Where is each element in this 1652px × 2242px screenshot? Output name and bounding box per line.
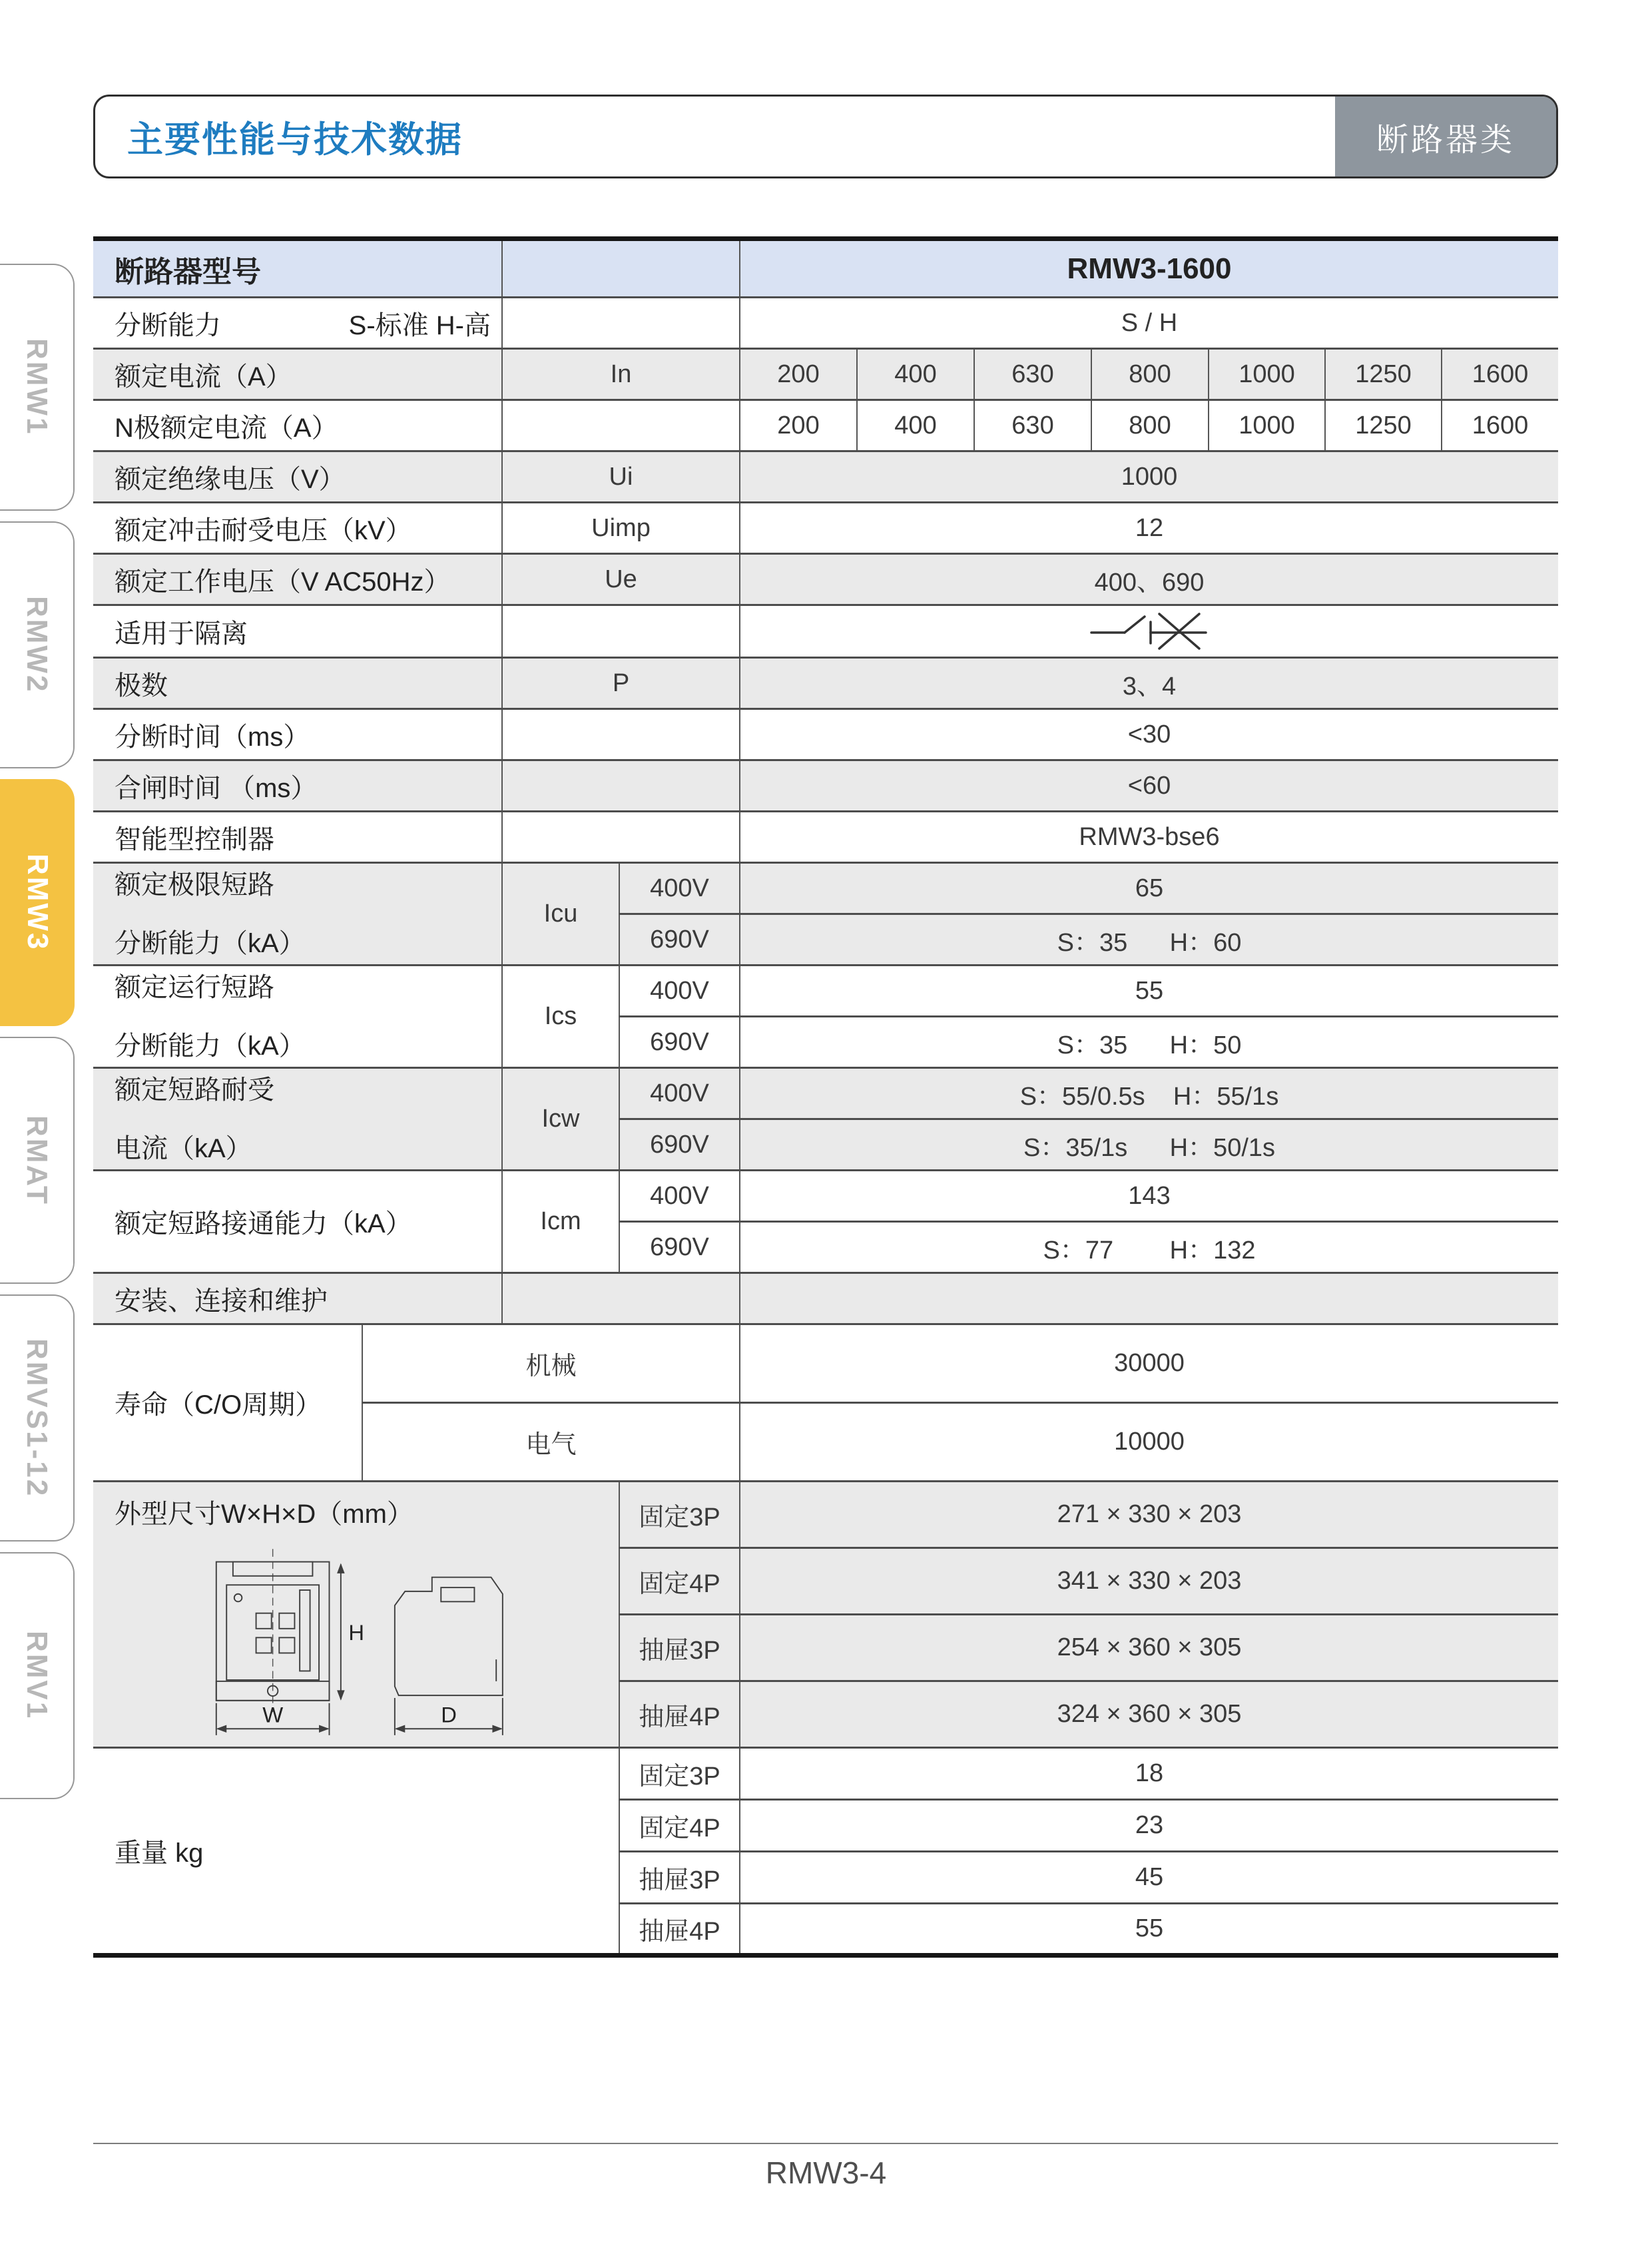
cell-label: 额定电流（A） [93, 349, 502, 400]
cell-value: S：55/0.5s H：55/1s [740, 1068, 1558, 1119]
spec-table [93, 236, 1558, 1958]
page-title: 主要性能与技术数据 [127, 119, 463, 160]
cell-symbol: In [502, 349, 740, 400]
table-row [93, 709, 1558, 760]
cell-value: 341 × 330 × 203 [740, 1548, 1558, 1615]
cell-value: 18 [740, 1748, 1558, 1800]
cell-value: 1600 [1442, 400, 1558, 451]
table-row [93, 1171, 1558, 1222]
dim-d-label: D [440, 1702, 457, 1727]
sidebar-tab-rmv1[interactable] [0, 1552, 75, 1799]
cell-value: 200 [740, 349, 857, 400]
cell-value: 254 × 360 × 305 [740, 1615, 1558, 1681]
cell-label: 额定工作电压（V AC50Hz） [93, 554, 502, 605]
cell-value: 800 [1091, 349, 1209, 400]
cell-empty [502, 760, 740, 812]
table-row [93, 349, 1558, 400]
page-number: RMW3-4 [765, 2155, 887, 2190]
cell-icu-label [93, 863, 502, 966]
table-row [93, 554, 1558, 605]
cell-value: 45 [740, 1852, 1558, 1904]
cell-model-value: RMW3-1600 [740, 239, 1558, 298]
cell-value: 400 [857, 400, 974, 451]
cell-label: 智能型控制器 [93, 812, 502, 863]
cell-ics-label [93, 966, 502, 1068]
cell-icm-label: 额定短路接通能力（kA） [93, 1171, 502, 1273]
cell-model-label: 断路器型号 [115, 255, 261, 288]
cell-subheader: 690V [619, 1119, 740, 1171]
cell-subheader: 400V [619, 1068, 740, 1119]
cell-value: 23 [740, 1800, 1558, 1852]
cell-symbol: Icm [502, 1171, 619, 1273]
cell-subheader: 690V [619, 914, 740, 966]
cell-value: S：77 H：132 [740, 1222, 1558, 1273]
cell-empty [740, 1273, 1558, 1324]
dim-w-label: W [262, 1702, 283, 1727]
cell-empty [502, 239, 740, 298]
cell-breaking-capacity-label [93, 298, 502, 349]
table-row [93, 1324, 1558, 1403]
table-row [93, 239, 1558, 298]
cell-subheader: 690V [619, 1222, 740, 1273]
cell-value: 1000 [1209, 400, 1325, 451]
cell-value: 1250 [1325, 349, 1442, 400]
category-badge: 断路器类 [1335, 97, 1556, 176]
cell-symbol: Icw [502, 1068, 619, 1171]
table-row [93, 1482, 1558, 1548]
cell-label: 极数 [93, 658, 502, 709]
sidebar-tab-rmw3-active[interactable] [0, 779, 75, 1026]
cell-value: 630 [974, 349, 1091, 400]
table-row [93, 503, 1558, 554]
cell-value: S / H [740, 298, 1558, 349]
table-row [93, 812, 1558, 863]
sidebar-tab-label: RMW2 [21, 596, 53, 694]
cell-empty [502, 812, 740, 863]
cell-value: 800 [1091, 400, 1209, 451]
cell-weight-label: 重量 kg [93, 1748, 619, 1956]
footer-divider [93, 2143, 1558, 2144]
cell-label: 适用于隔离 [93, 605, 502, 658]
cell-value: 143 [740, 1171, 1558, 1222]
table-row [93, 658, 1558, 709]
sidebar-tab-rmw2[interactable] [0, 521, 75, 768]
page-header [93, 95, 1558, 178]
cell-empty [502, 605, 740, 658]
dimensions-label: 外型尺寸W×H×D（mm） [115, 1500, 413, 1529]
cell-value: 400、690 [740, 554, 1558, 605]
cell-subheader: 电气 [362, 1403, 740, 1482]
cell-empty [502, 1273, 740, 1324]
cell-value: 400 [857, 349, 974, 400]
sidebar-tab-rmat[interactable] [0, 1037, 75, 1284]
cell-symbol: Ui [502, 451, 740, 503]
icu-label-line2: 分断能力（kA） [115, 928, 306, 958]
cell-value: 1600 [1442, 349, 1558, 400]
cell-empty [502, 298, 740, 349]
cell-subheader: 抽屉4P [619, 1904, 740, 1956]
table-row [93, 605, 1558, 658]
table-row [93, 863, 1558, 914]
cell-label: 额定冲击耐受电压（kV） [93, 503, 502, 554]
cell-subheader: 690V [619, 1017, 740, 1068]
cell-subheader: 400V [619, 1171, 740, 1222]
cell-subheader: 400V [619, 966, 740, 1017]
breaking-capacity-label: 分断能力 [115, 310, 221, 340]
cell-subheader: 固定3P [619, 1748, 740, 1800]
isolation-disconnector-icon [1086, 606, 1213, 650]
cell-empty [502, 709, 740, 760]
table-row [93, 760, 1558, 812]
cell-value: 630 [974, 400, 1091, 451]
cell-value: 1000 [1209, 349, 1325, 400]
sidebar-tab-rmw1[interactable] [0, 264, 75, 511]
cell-value: 200 [740, 400, 857, 451]
cell-value: S：35 H：50 [740, 1017, 1558, 1068]
breaking-capacity-note: S-标准 H-高 [348, 310, 491, 340]
cell-value: 30000 [740, 1324, 1558, 1403]
cell-symbol: Ics [502, 966, 619, 1068]
cell-empty [502, 400, 740, 451]
sidebar-tab-label: RMW3 [21, 854, 54, 952]
table-row [93, 1273, 1558, 1324]
sidebar-tab-label: RMAT [21, 1115, 53, 1206]
cell-label: 额定绝缘电压（V） [93, 451, 502, 503]
breaker-dimension-drawing-icon [176, 1540, 536, 1747]
table-row [93, 298, 1558, 349]
cell-label: N极额定电流（A） [93, 400, 502, 451]
cell-isolation-symbol [740, 605, 1558, 658]
cell-label: 合闸时间 （ms） [93, 760, 502, 812]
cell-subheader: 机械 [362, 1324, 740, 1403]
cell-value: 1250 [1325, 400, 1442, 451]
cell-value: 10000 [740, 1403, 1558, 1482]
table-row [93, 966, 1558, 1017]
sidebar-tab-label: RMW1 [21, 338, 53, 436]
cell-subheader: 固定4P [619, 1800, 740, 1852]
icw-label-line1: 额定短路耐受 [115, 1075, 274, 1105]
icu-label-line1: 额定极限短路 [115, 870, 274, 900]
cell-subheader: 抽屉3P [619, 1615, 740, 1681]
cell-value: S：35/1s H：50/1s [740, 1119, 1558, 1171]
table-row [93, 1748, 1558, 1800]
cell-value: 3、4 [740, 658, 1558, 709]
ics-label-line1: 额定运行短路 [115, 972, 274, 1002]
cell-subheader: 固定4P [619, 1548, 740, 1615]
sidebar-tab-rmvs1-12[interactable] [0, 1294, 75, 1541]
table-row [93, 1068, 1558, 1119]
cell-value: <30 [740, 709, 1558, 760]
cell-value: 271 × 330 × 203 [740, 1482, 1558, 1548]
cell-symbol: Icu [502, 863, 619, 966]
cell-icw-label [93, 1068, 502, 1171]
cell-subheader: 400V [619, 863, 740, 914]
cell-value: S：35 H：60 [740, 914, 1558, 966]
table-row [93, 400, 1558, 451]
dim-h-label: H [348, 1620, 364, 1645]
cell-subheader: 固定3P [619, 1482, 740, 1548]
cell-symbol: Ue [502, 554, 740, 605]
cell-value: 55 [740, 966, 1558, 1017]
cell-subheader: 抽屉3P [619, 1852, 740, 1904]
cell-value: 324 × 360 × 305 [740, 1681, 1558, 1748]
cell-label: 分断时间（ms） [93, 709, 502, 760]
cell-symbol: Uimp [502, 503, 740, 554]
cell-dimensions-label [93, 1482, 619, 1748]
cell-value: <60 [740, 760, 1558, 812]
cell-life-label: 寿命（C/O周期） [93, 1324, 362, 1482]
cell-value: 65 [740, 863, 1558, 914]
ics-label-line2: 分断能力（kA） [115, 1031, 306, 1061]
table-row [93, 451, 1558, 503]
cell-value: 12 [740, 503, 1558, 554]
cell-value: 55 [740, 1904, 1558, 1956]
cell-value: 1000 [740, 451, 1558, 503]
sidebar-tab-label: RMV1 [21, 1631, 53, 1721]
cell-label: 安装、连接和维护 [93, 1273, 502, 1324]
cell-subheader: 抽屉4P [619, 1681, 740, 1748]
sidebar-tab-label: RMVS1-12 [21, 1338, 53, 1498]
cell-value: RMW3-bse6 [740, 812, 1558, 863]
cell-symbol: P [502, 658, 740, 709]
icw-label-line2: 电流（kA） [115, 1133, 252, 1163]
